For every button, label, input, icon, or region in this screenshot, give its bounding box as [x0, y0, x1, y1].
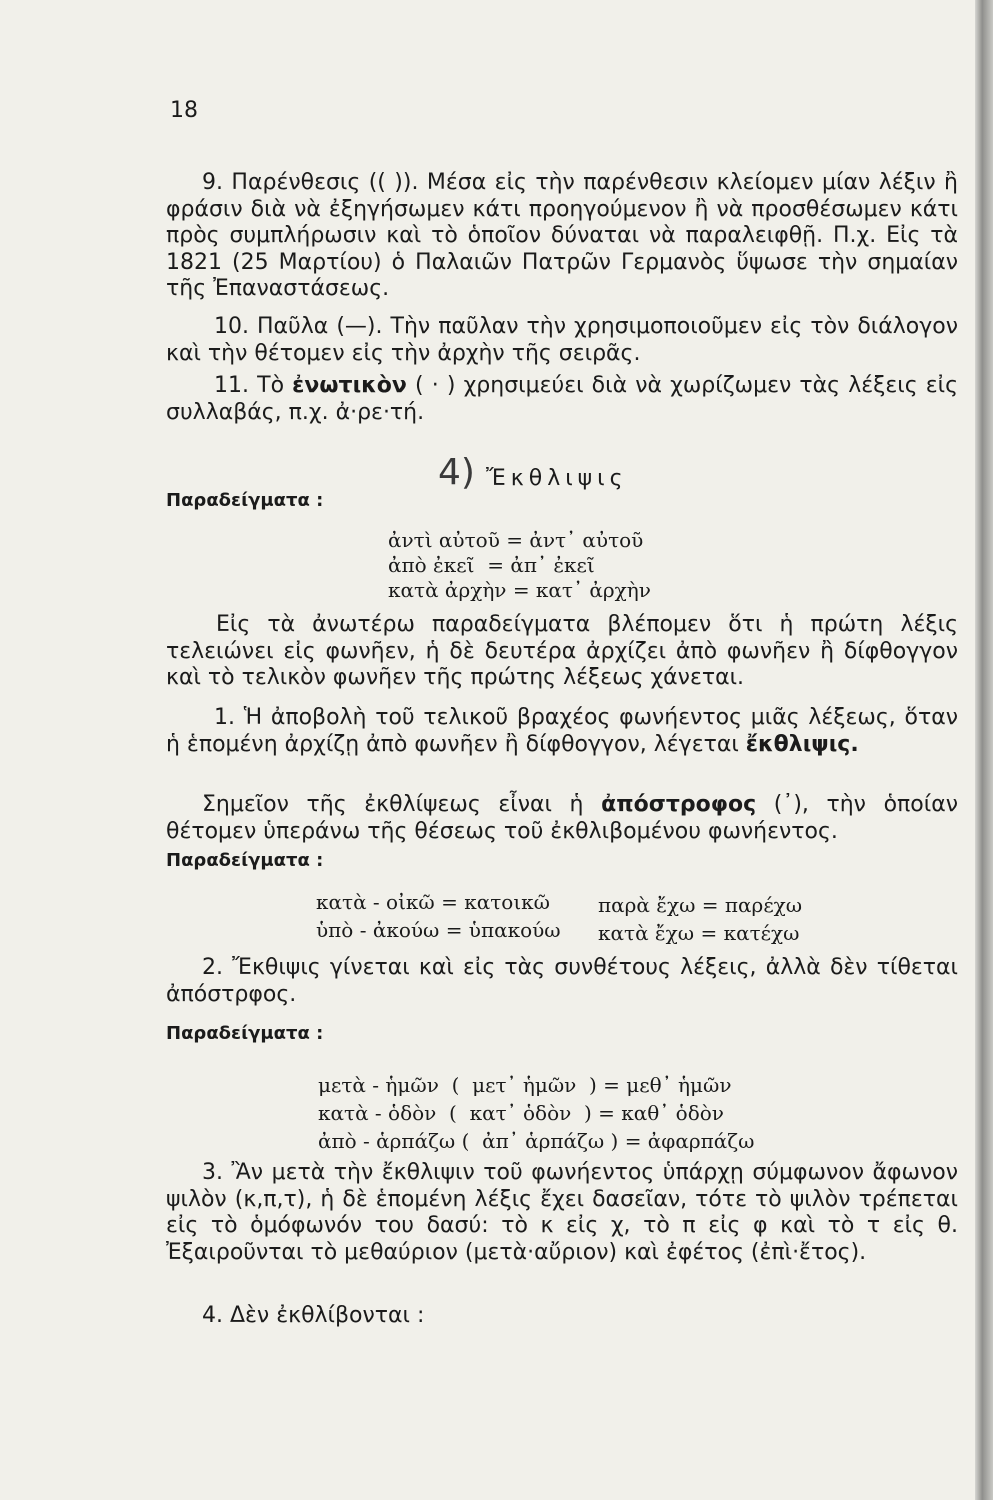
hyphen-text: ( · ) χρησιμεύει διὰ νὰ χωρίζωμεν τὰς λέξεις εἰς συλλαβάς, π.χ. ἀ·ρε·τή.	[166, 373, 959, 425]
hyphen-lead: 11. Τὸ	[214, 373, 293, 398]
paragraph-rule-2: 2. Ἔκθιψις γίνεται καὶ εἰς τὰς συνθέτους λέξεις, ἀλλὰ δὲν τίθεται ἀπόστρφος.	[166, 955, 958, 1007]
section-title: Ἔκθλιψις	[486, 466, 628, 491]
example-line: ὑπὸ - ἀκούω = ὑπακούω	[316, 918, 561, 942]
example-line: ἀπὸ - ἁρπάζω ( ἀπ᾽ ἁρπάζω ) = ἀφαρπάζω	[318, 1129, 755, 1153]
examples-label-2: Παραδείγματα :	[166, 850, 324, 871]
paragraph-apostrophe	[166, 792, 958, 845]
apostrophe-term: ἀπόστροφος	[601, 792, 757, 817]
paragraph-hyphen	[166, 373, 958, 426]
hyphen-heading: ἐνωτικὸν	[292, 373, 407, 398]
example-line: ἀπὸ ἐκεῖ = ἀπ᾽ ἐκεῖ	[388, 553, 595, 577]
rule-1-term: ἔκθλιψις.	[745, 731, 859, 757]
page-edge	[975, 0, 993, 1500]
dash-heading: 10. Παῦλα (—).	[214, 314, 383, 339]
dash-text: Τὴν παῦλαν τὴν χρησιμοποιοῦμεν εἰς τὸν διάλογον καὶ τὴν θέτομεν εἰς τὴν ἀρχὴν τῆς σειρᾶς.	[166, 314, 958, 366]
parenthesis-text: Μέσα εἰς τὴν παρένθεσιν κλείομεν μίαν λέξιν ἢ φράσιν διὰ νὰ ἐξηγήσωμεν κάτι προηγούμενον ἢ νὰ προσθέσωμεν κάτι πρὸς συμπλήρωσιν καὶ τὸ ὁποῖον δύναται νὰ παραλειφθῇ. Π.χ. Εἰς τὰ 1821 (25 Μαρτίου) ὁ Παλαιῶν Πατρῶν Γερμανὸς ὕψωσε τὴν σημαίαν τῆς Ἐπαναστάσεως.	[166, 170, 958, 301]
apostrophe-rest: (᾽), τὴν ὁποίαν θέτομεν ὑπεράνω τῆς θέσεως τοῦ ἐκθλιβομένου φωνήεντος.	[166, 792, 958, 844]
example-line: κατὰ - ὁδὸν ( κατ᾽ ὁδὸν ) = καθ᾽ ὁδὸν	[318, 1101, 724, 1125]
example-line: κατὰ ἔχω = κατέχω	[598, 921, 800, 945]
handwritten-section-mark: 4)	[438, 452, 475, 493]
paragraph-rule-4: 4. Δὲν ἐκθλίβονται :	[202, 1303, 425, 1328]
example-line: μετὰ - ἡμῶν ( μετ᾽ ἡμῶν ) = μεθ᾽ ἡμῶν	[318, 1073, 732, 1097]
paragraph-rule-3: 3. Ἂν μετὰ τὴν ἔκθλιψιν τοῦ φωνήεντος ὑπάρχῃ σύμφωνον ἄφωνον ψιλὸν (κ,π,τ), ἡ δὲ ἑπομένη λέξις ἔχει δασεῖαν, τότε τὸ ψιλὸν τρέπεται εἰς τὸ ὁμόφωνόν του δασύ: τὸ κ εἰς χ, τὸ π εἰς φ καὶ τὸ τ εἰς θ. Ἐξαιροῦνται τὸ μεθαύριον (μετὰ·αὔριον) καὶ ἐφέτος (ἐπὶ·ἔτος).	[166, 1160, 958, 1265]
apostrophe-text: Σημεῖον τῆς ἐκθλίψεως εἶναι ἡ	[202, 792, 602, 817]
rule-1-text: 1. Ἡ ἀποβολὴ τοῦ τελικοῦ βραχέος φωνήεντος μιᾶς λέξεως, ὅταν ἡ ἑπομένη ἀρχίζῃ ἀπὸ φωνῆεν ἢ δίφθογγον, λέγεται	[166, 705, 958, 757]
example-line: ἀντὶ αὐτοῦ = ἀντ᾽ αὐτοῦ	[388, 528, 644, 552]
examples-label-3: Παραδείγματα :	[166, 1023, 324, 1044]
example-line: κατὰ ἀρχὴν = κατ᾽ ἀρχὴν	[388, 578, 651, 602]
paragraph-rule-1	[166, 705, 958, 758]
paragraph-explanation: Εἰς τὰ ἀνωτέρω παραδείγματα βλέπομεν ὅτι ἡ πρώτη λέξις τελειώνει εἰς φωνῆεν, ἡ δὲ δευτέρα ἀρχίζει ἀπὸ φωνῆεν ἢ δίφθογγον καὶ τὸ τελικὸν φωνῆεν τῆς πρώτης λέξεως χάνεται.	[166, 612, 958, 690]
example-line: παρὰ ἔχω = παρέχω	[598, 893, 803, 917]
parenthesis-heading: 9. Παρένθεσις (( )).	[202, 170, 419, 195]
page-number: 18	[170, 98, 198, 123]
examples-label-1: Παραδείγματα :	[166, 490, 324, 511]
paragraph-dash	[166, 314, 958, 367]
example-line: κατὰ - οἰκῶ = κατοικῶ	[316, 890, 550, 914]
paragraph-parenthesis	[166, 170, 958, 303]
